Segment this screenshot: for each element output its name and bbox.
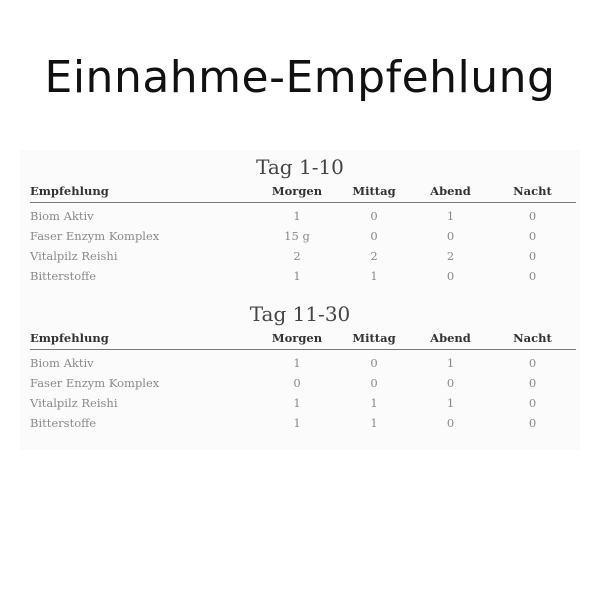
product-name: Faser Enzym Komplex (30, 229, 160, 243)
column-header-morgen: Morgen (258, 327, 336, 350)
dose-mittag: 0 (370, 209, 378, 223)
dose-mittag: 0 (370, 229, 378, 243)
table-row (30, 393, 576, 413)
dose-abend: 0 (446, 269, 455, 283)
table-row (30, 350, 576, 374)
table-header-row (30, 327, 576, 350)
column-header-nacht: Nacht (489, 180, 576, 203)
column-header-empfehlung: Empfehlung (30, 180, 258, 203)
dose-mittag: 2 (370, 249, 378, 263)
table-row (30, 226, 576, 246)
page-title: Einnahme-Empfehlung (44, 52, 556, 103)
dose-morgen: 1 (293, 209, 301, 223)
dose-nacht: 0 (528, 376, 537, 390)
section-tag-1-10 (20, 150, 580, 283)
table-row (30, 373, 576, 393)
dose-morgen: 1 (293, 416, 301, 430)
dose-morgen: 1 (293, 396, 301, 410)
column-header-empfehlung: Empfehlung (30, 327, 258, 350)
column-header-nacht: Nacht (489, 327, 576, 350)
dose-mittag: 1 (370, 416, 378, 430)
dose-abend: 0 (446, 376, 455, 390)
dose-mittag: 1 (370, 269, 378, 283)
dose-morgen: 1 (293, 269, 301, 283)
dose-mittag: 0 (370, 376, 378, 390)
section-tag-11-30 (20, 297, 580, 430)
dose-abend: 1 (446, 209, 455, 223)
product-name: Biom Aktiv (30, 356, 94, 370)
column-header-abend: Abend (412, 327, 489, 350)
product-name: Vitalpilz Reishi (30, 249, 118, 263)
recommendation-card (20, 150, 580, 450)
dose-abend: 0 (446, 416, 455, 430)
product-name: Biom Aktiv (30, 209, 94, 223)
dose-abend: 0 (446, 229, 455, 243)
column-header-abend: Abend (412, 180, 489, 203)
table-row (30, 413, 576, 433)
column-header-mittag: Mittag (336, 180, 412, 203)
dose-morgen: 15 g (284, 229, 310, 243)
dose-morgen: 0 (293, 376, 301, 390)
dose-abend: 2 (446, 249, 455, 263)
product-name: Bitterstoffe (30, 269, 97, 283)
dose-nacht: 0 (528, 269, 537, 283)
dose-abend: 1 (446, 356, 455, 370)
product-name: Vitalpilz Reishi (30, 396, 118, 410)
column-header-morgen: Morgen (258, 180, 336, 203)
dose-nacht: 0 (528, 249, 537, 263)
dose-nacht: 0 (528, 356, 537, 370)
table-row (30, 246, 576, 266)
dose-mittag: 0 (370, 356, 378, 370)
table-row (30, 266, 576, 286)
dose-abend: 1 (446, 396, 455, 410)
dose-morgen: 2 (293, 249, 301, 263)
product-name: Bitterstoffe (30, 416, 97, 430)
column-header-mittag: Mittag (336, 327, 412, 350)
product-name: Faser Enzym Komplex (30, 376, 160, 390)
dose-mittag: 1 (370, 396, 378, 410)
table-header-row (30, 180, 576, 203)
section-heading: Tag 11-30 (249, 302, 351, 326)
section-heading: Tag 1-10 (256, 155, 344, 179)
dose-morgen: 1 (293, 356, 301, 370)
dosage-table (30, 327, 576, 433)
dose-nacht: 0 (528, 416, 537, 430)
table-row (30, 203, 576, 227)
dose-nacht: 0 (528, 229, 537, 243)
dose-nacht: 0 (528, 209, 537, 223)
dose-nacht: 0 (528, 396, 537, 410)
dosage-table (30, 180, 576, 286)
